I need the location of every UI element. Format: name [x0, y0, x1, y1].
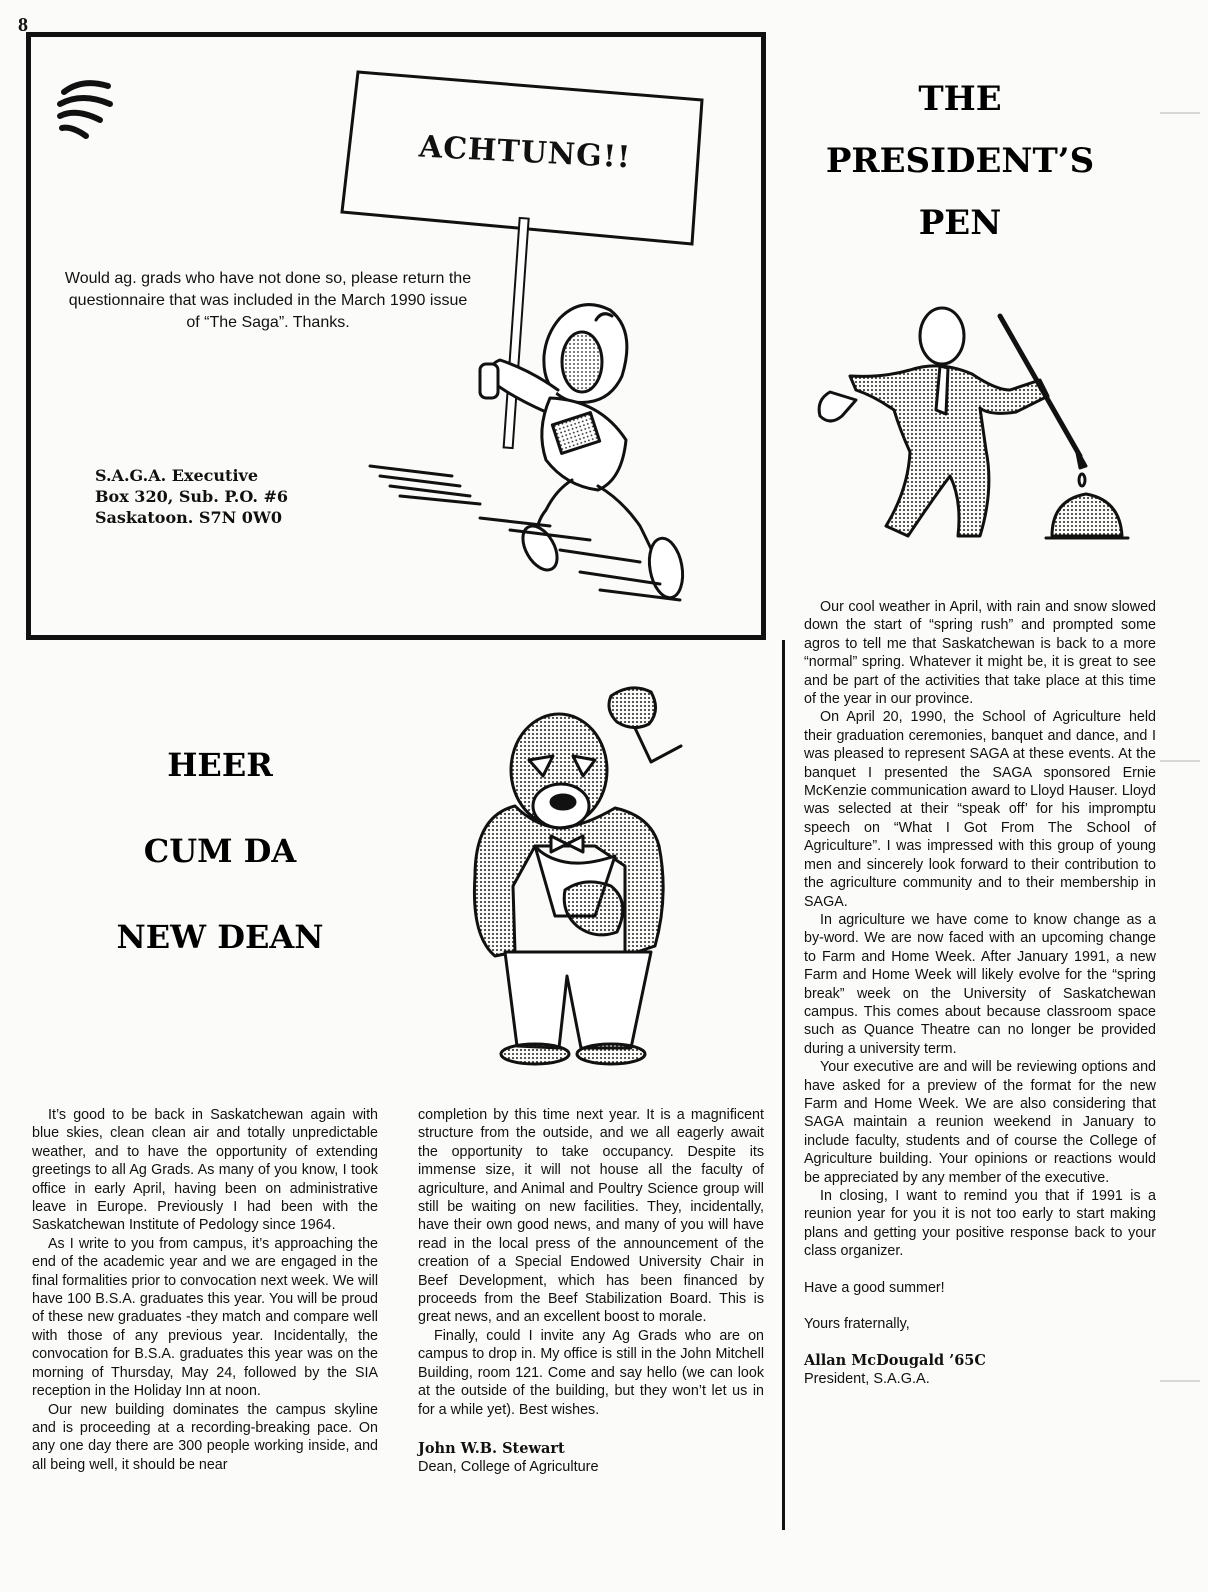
heading-line: HEER [167, 746, 273, 784]
article-paragraph: Our new building dominates the campus skyline and is proceeding at a recording-breaking pace. On any one day there are 300 people working inside, and all being well, it should be near [32, 1401, 378, 1473]
presidents-pen-heading [800, 68, 1120, 254]
heading-line: PEN [918, 203, 1002, 243]
dean-signature-title: Dean, College of Agriculture [418, 1458, 599, 1475]
article-paragraph: As I write to you from campus, it’s approaching the end of the academic year and we are engaged in the final formalities prior to convocation next week. We will have 100 B.S.A. graduates this year. You will be proud of these new graduates -they match and compare well with those of any previous year. Incidentally, the convocation for B.S.A. graduates this year was on the morning of Thursday, May 24, followed by the SIA reception in the Holiday Inn at noon. [32, 1235, 378, 1400]
address-line: Box 320, Sub. P.O. #6 [95, 487, 288, 506]
questionnaire-notice: Would ag. grads who have not done so, please return the questionnaire that was included in the March 1990 issue of “The Saga”. Thanks. [64, 270, 472, 331]
binder-mark [1160, 112, 1200, 114]
article-paragraph: Your executive are and will be reviewing options and have asked for a preview of the format for the new Farm and Home Week. We are also considering that SAGA maintain a reunion weekend in January to include faculty, students and of course the College of Agriculture building. Your opinions or reactions would be appreciated by any member of the executive. [804, 1059, 1156, 1186]
page-number: 8 [18, 14, 28, 36]
closing-line: Yours fraternally, [804, 1316, 910, 1333]
binder-mark [1160, 1380, 1200, 1382]
address-line: Saskatoon. S7N 0W0 [95, 508, 283, 527]
heading-line: NEW DEAN [116, 918, 324, 956]
president-with-pen-illustration [790, 300, 1150, 550]
marching-man-figure [360, 290, 700, 610]
new-dean-article-col2 [418, 1106, 764, 1477]
president-signature-name: Allan McDougald ’65C [804, 1352, 986, 1370]
dean-signature-name: John W.B. Stewart [418, 1439, 565, 1457]
presidents-pen-article [804, 598, 1156, 1389]
president-signature-title: President, S.A.G.A. [804, 1371, 930, 1388]
article-paragraph: It’s good to be back in Saskatchewan again with blue skies, clean clean air and totally unpredictable weather, and to have the opportunity of extending greetings to all Ag Grads. As many of you know, I took office in early April, having been on administrative leave in Europe. Previously I had been with the Saskatchewan Institute of Pedology since 1964. [32, 1107, 378, 1234]
article-paragraph: In closing, I want to remind you that if 1991 is a reunion year for you it is not too early to start making plans and getting your positive response back to your class organizer. [804, 1188, 1156, 1260]
new-dean-article-col1 [32, 1106, 378, 1474]
saga-address [95, 465, 288, 528]
heading-line: CUM DA [143, 832, 297, 870]
article-paragraph: completion by this time next year. It is a magnificent structure from the outside, and we all eagerly await the opportunity to take occupancy. Despite its immense size, it will not house all the faculty of agriculture, and Animal and Poultry Science group will still be waiting on new facilities. They, incidentally, have their own good news, and many of you will have read in the local press of the announcement of the creation of a Special Endowed University Chair in Beef Development, which has been financed by proceeds from the Beef Stabilization Board. This is great news, and an excellent boost to morale. [418, 1107, 764, 1326]
article-paragraph: Finally, could I invite any Ag Grads who are on campus to drop in. My office is still in the John Mitchell Building, room 121. Come and say hello (we can look at the outside of the building, but they won’t let us in for a while yet). Best wishes. [418, 1327, 764, 1418]
sign-text: ACHTUNG!! [418, 129, 632, 176]
article-paragraph: In agriculture we have come to know change as a by-word. We are now faced with an upcoming change to Farm and Home Week. After January 1991, a new Farm and Home Week will likely evolve for the “spring break” week on the University of Saskatchewan campus. This comes about because classroom space such as Quance Theatre can no longer be provided during a university term. [804, 911, 1156, 1057]
address-line: S.A.G.A. Executive [95, 466, 258, 485]
column-divider [782, 640, 785, 1530]
dean-cartoon-illustration [455, 676, 725, 1086]
binder-mark [1160, 760, 1200, 762]
closing-line: Have a good summer! [804, 1279, 945, 1296]
sunburst-icon [52, 70, 132, 150]
heading-line: THE [918, 79, 1002, 119]
article-paragraph: Our cool weather in April, with rain and snow slowed down the start of “spring rush” and prompted some agros to tell me that Saskatchewan is back to a more “normal” spring. Whatever it might be, it is great to see and be part of the activities that take place at this time of the year in our province. [804, 599, 1156, 708]
heading-line: PRESIDENT’S [825, 141, 1095, 181]
article-paragraph: On April 20, 1990, the School of Agriculture held their graduation ceremonies, banquet and dance, and I was pleased to represent SAGA at these events. At the banquet I presented the SAGA sponsored Ernie McKenzie communication award to Lloyd Hauser. Lloyd was selected at their “speak off’ for his impromptu speech on “What I Got From The School of Agriculture”. I was impressed with this group of young men and sincerely look forward to their contribution to the agriculture community and to their membership in SAGA. [804, 709, 1156, 910]
new-dean-heading [80, 722, 360, 980]
